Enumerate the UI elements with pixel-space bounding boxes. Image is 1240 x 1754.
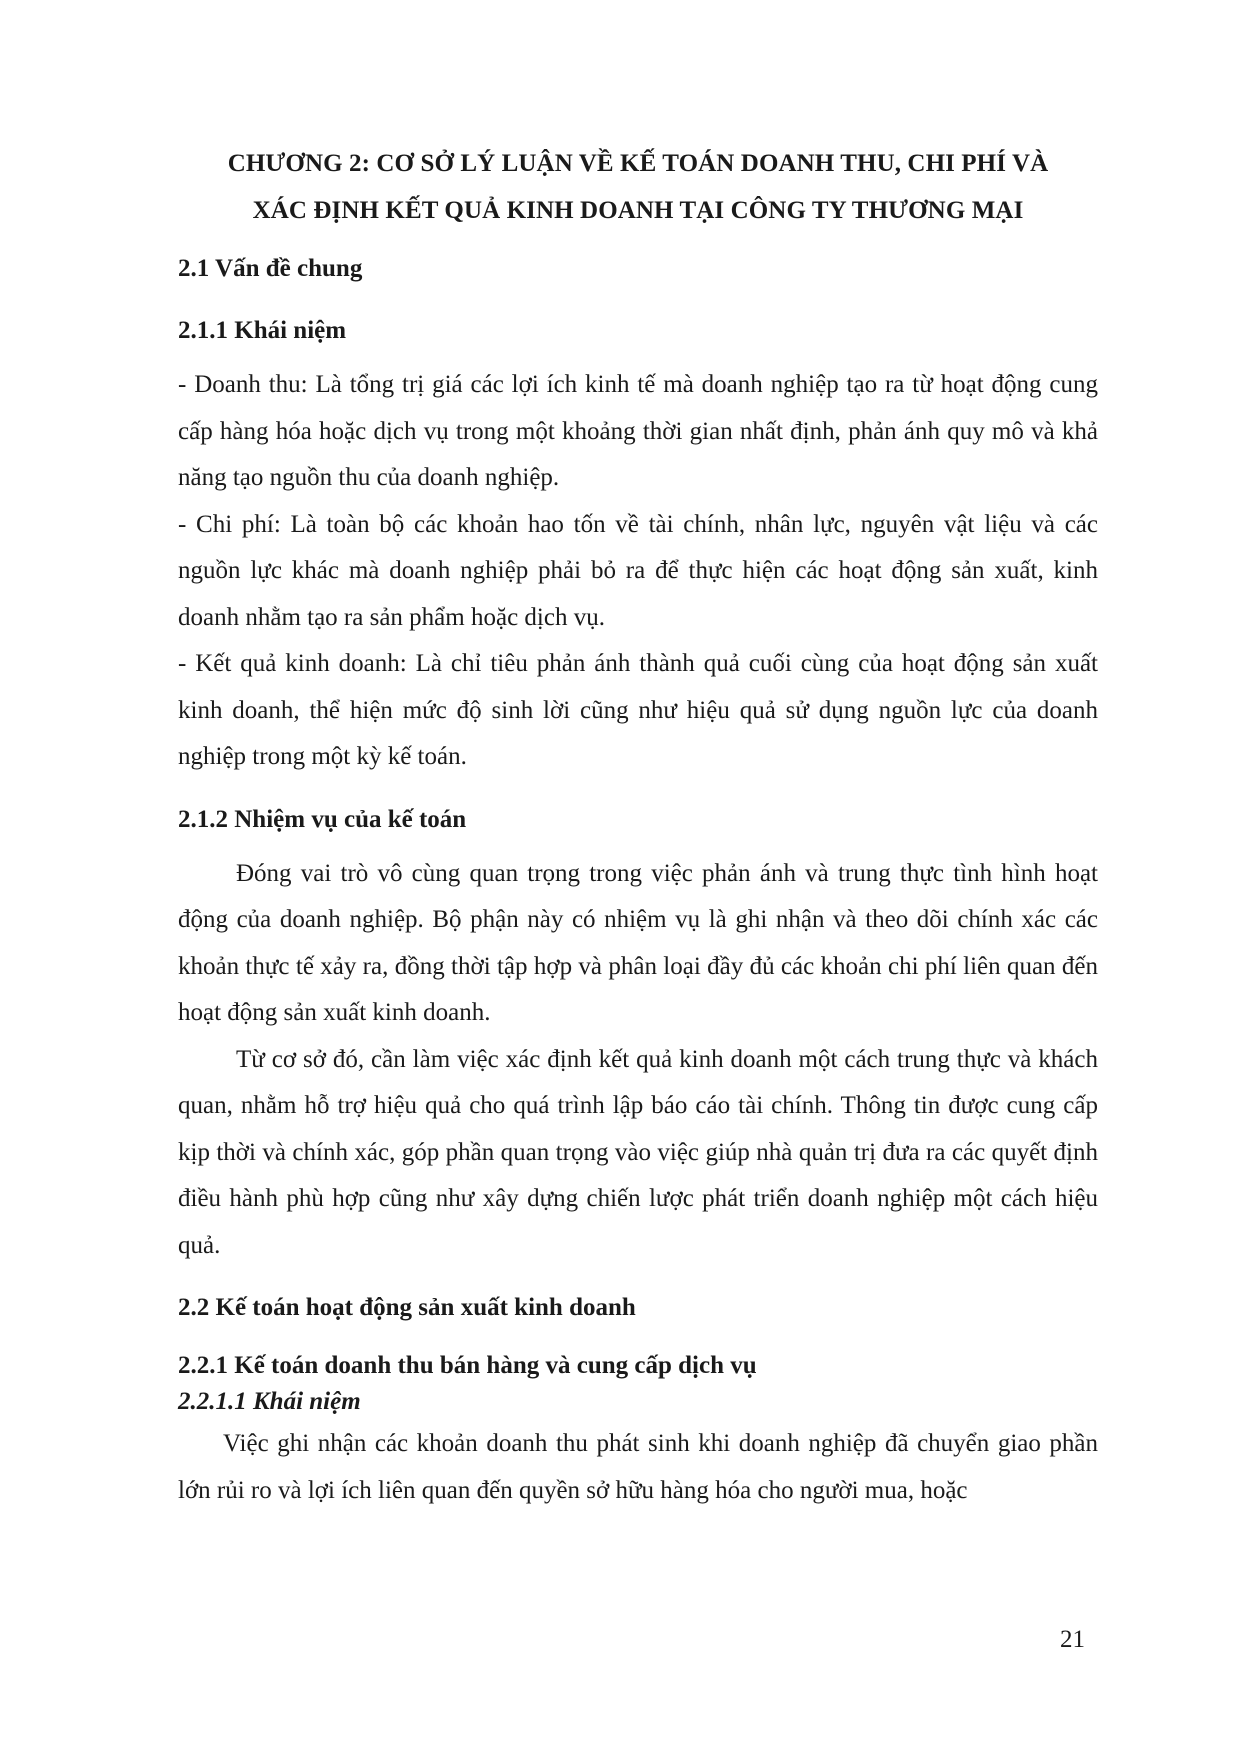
heading-2-2-1-1: 2.2.1.1 Khái niệm [178, 1388, 361, 1415]
chapter-title [178, 140, 1098, 234]
chapter-title-line-2: XÁC ĐỊNH KẾT QUẢ KINH DOANH TẠI CÔNG TY THƯƠNG MẠI [252, 197, 1024, 224]
paragraph-nhiem-vu-1: Đóng vai trò vô cùng quan trọng trong việc phản ánh và trung thực tình hình hoạt động của doanh nghiệp. Bộ phận này có nhiệm vụ là ghi nhận và theo dõi chính xác các khoản thực tế xảy ra, đồng thời tập hợp và phân loại đầy đủ các khoản chi phí liên quan đến hoạt động sản xuất kinh doanh. [178, 859, 1098, 1026]
paragraph-nhiem-vu-2: Từ cơ sở đó, cần làm việc xác định kết quả kinh doanh một cách trung thực và khách quan, nhằm hỗ trợ hiệu quả cho quá trình lập báo cáo tài chính. Thông tin được cung cấp kịp thời và chính xác, góp phần quan trọng vào việc giúp nhà quản trị đưa ra các quyết định điều hành phù hợp cũng như xây dựng chiến lược phát triển doanh nghiệp một cách hiệu quả. [178, 1045, 1098, 1259]
paragraph-chi-phi: - Chi phí: Là toàn bộ các khoản hao tốn về tài chính, nhân lực, nguyên vật liệu và các nguồn lực khác mà doanh nghiệp phải bỏ ra để thực hiện các hoạt động sản xuất, kinh doanh nhằm tạo ra sản phẩm hoặc dịch vụ. [178, 510, 1098, 631]
heading-2-1-2: 2.1.2 Nhiệm vụ của kế toán [178, 805, 467, 833]
heading-2-2: 2.2 Kế toán hoạt động sản xuất kinh doanh [178, 1294, 636, 1321]
heading-2-2-1: 2.2.1 Kế toán doanh thu bán hàng và cung cấp dịch vụ [178, 1352, 757, 1379]
page-content [178, 140, 1098, 1514]
paragraph-khai-niem-doanh-thu: Việc ghi nhận các khoản doanh thu phát sinh khi doanh nghiệp đã chuyển giao phần lớn rủi ro và lợi ích liên quan đến quyền sở hữu hàng hóa cho người mua, hoặc [178, 1430, 1098, 1504]
paragraph-ket-qua-kinh-doanh: - Kết quả kinh doanh: Là chỉ tiêu phản ánh thành quả cuối cùng của hoạt động sản xuất kinh doanh, thể hiện mức độ sinh lời cũng như hiệu quả sử dụng nguồn lực của doanh nghiệp trong một kỳ kế toán. [178, 650, 1098, 770]
paragraph-doanh-thu: - Doanh thu: Là tổng trị giá các lợi ích kinh tế mà doanh nghiệp tạo ra từ hoạt động cung cấp hàng hóa hoặc dịch vụ trong một khoảng thời gian nhất định, phản ánh quy mô và khả năng tạo nguồn thu của doanh nghiệp. [178, 371, 1098, 491]
heading-2-1: 2.1 Vấn đề chung [178, 255, 363, 282]
page-number: 21 [1060, 1626, 1085, 1653]
heading-2-1-1: 2.1.1 Khái niệm [178, 317, 347, 344]
chapter-title-line-1: CHƯƠNG 2: CƠ SỞ LÝ LUẬN VỀ KẾ TOÁN DOANH THU, CHI PHÍ VÀ [227, 150, 1049, 177]
